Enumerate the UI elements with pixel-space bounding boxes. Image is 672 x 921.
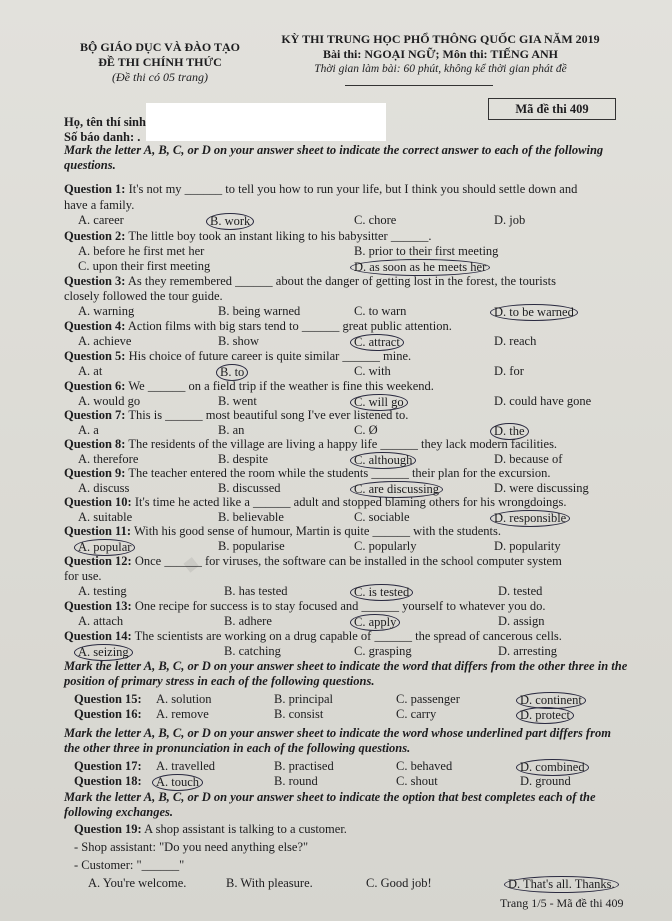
q11-option-c[interactable]: C. popularly (354, 539, 417, 553)
q6-option-a[interactable]: A. would go (78, 394, 141, 408)
q2-option-a[interactable]: A. before he first met her (78, 244, 205, 258)
q2-option-c[interactable]: C. upon their first meeting (78, 259, 211, 273)
redaction-box (146, 103, 386, 141)
q18-option-d[interactable]: D. ground (520, 774, 571, 788)
q4-option-b[interactable]: B. show (218, 334, 259, 348)
q3-option-d[interactable]: D. to be warned (490, 304, 578, 321)
page-footer: Trang 1/5 - Mã đề thi 409 (500, 896, 624, 910)
q14-option-a[interactable]: A. seizing (74, 644, 133, 661)
question-12: Question 12: Once ______ for viruses, the software can be installed in the school computer system (64, 554, 562, 568)
question-5: Question 5: His choice of future career is quite similar ______ mine. (64, 349, 412, 363)
q18-option-b[interactable]: B. round (274, 774, 318, 788)
q10-option-d[interactable]: D. responsible (490, 510, 570, 527)
q11-option-d[interactable]: D. popularity (494, 539, 561, 553)
q10-option-c[interactable]: C. sociable (354, 510, 410, 524)
q8-option-b[interactable]: B. despite (218, 452, 268, 466)
question-19: Question 19: A shop assistant is talking to a customer. (74, 822, 347, 836)
q13-option-c[interactable]: C. apply (350, 614, 400, 631)
q15-option-c[interactable]: C. passenger (396, 692, 460, 706)
question-6: Question 6: We ______ on a field trip if the weather is fine this weekend. (64, 379, 434, 393)
question-2: Question 2: The little boy took an instant liking to his babysitter ______. (64, 229, 432, 243)
exam-subject: Bài thi: NGOẠI NGỮ; Môn thi: TIẾNG ANH (322, 47, 559, 61)
q19-option-d[interactable]: D. That's all. Thanks. (504, 876, 619, 893)
q3-option-a[interactable]: A. warning (78, 304, 135, 318)
q12-option-b[interactable]: B. has tested (224, 584, 288, 598)
instruction-2: Mark the letter A, B, C, or D on your answer sheet to indicate the word that differs from the other three in the position of primary stress in each of the following questions. (64, 659, 628, 688)
question-1-cont: have a family. (64, 198, 135, 212)
q18-option-c[interactable]: C. shout (396, 774, 438, 788)
question-13: Question 13: One recipe for success is to stay focused and ______ yourself to whatever you do. (64, 599, 546, 613)
q6-option-d[interactable]: D. could have gone (494, 394, 592, 408)
q2-option-b[interactable]: B. prior to their first meeting (354, 244, 499, 258)
q3-option-b[interactable]: B. being warned (218, 304, 301, 318)
q19-option-a[interactable]: A. You're welcome. (88, 876, 187, 890)
q11-option-a[interactable]: A. popular (74, 539, 135, 556)
question-11: Question 11: With his good sense of humour, Martin is quite ______ with the students. (64, 524, 501, 538)
watermark: · (156, 522, 229, 605)
exam-title: KỲ THI TRUNG HỌC PHỔ THÔNG QUỐC GIA NĂM 2019 (281, 32, 600, 46)
exam-time: Thời gian làm bài: 60 phút, không kể thời gian phát đề (314, 63, 567, 75)
q10-option-b[interactable]: B. believable (218, 510, 284, 524)
exchange-line-2: - Customer: "______" (74, 858, 185, 872)
candidate-id-label: Số báo danh: . (64, 130, 141, 144)
candidate-name-label: Họ, tên thí sinh (64, 115, 146, 129)
q6-option-c[interactable]: C. will go (350, 394, 408, 411)
q5-option-a[interactable]: A. at (78, 364, 103, 378)
q15-option-d[interactable]: D. continent (516, 692, 586, 709)
q14-option-b[interactable]: B. catching (224, 644, 281, 658)
q6-option-b[interactable]: B. went (218, 394, 257, 408)
q18-option-a[interactable]: A. touch (152, 774, 203, 791)
q17-option-c[interactable]: C. behaved (396, 759, 453, 773)
q17-option-b[interactable]: B. practised (274, 759, 334, 773)
question-4: Question 4: Action films with big stars tend to ______ great public attention. (64, 319, 452, 333)
q8-option-c[interactable]: C. although (350, 452, 416, 469)
q1-option-a[interactable]: A. career (78, 213, 124, 227)
question-1: Question 1: It's not my ______ to tell you how to run your life, but I think you should settle down and (64, 182, 578, 196)
exam-paper: BỘ GIÁO DỤC VÀ ĐÀO TẠO ĐỀ THI CHÍNH THỨC (Đề thi có 05 trang) KỲ THI TRUNG HỌC PHỔ THÔNG QUỐC GIA NĂM 2019 Bài thi: NGOẠI NGỮ; Môn thi: TIẾNG ANH Thời gian làm bài: 60 phút, không kể thời gian phát đề Mã đề thi 409 Họ, tên thí sinh Số báo danh: . · Mark the letter A, B, C, or D on your answer sheet to indicate the correct answer to each of the following questions. Question 1: It's not my ______ to tell you how to run your life, but I think you should settle down and have a family. A. career B. work C. chore D. job Question 2: The little boy took an instant liking to his babysitter ______. A. before he first met her B. prior to their first meeting C. upon their first meeting D. as soon as he meets her Question 3: As they remembered ______ about the danger of getting lost in the forest, the tourists closely followed the tour guide. A. warning B. being warned C. to warn D. to be warned Question 4: Action films with big stars tend to ______ great public attention. A. achieve B. show C. attract D. reach Question 5: His choice of future career is quite similar ______ mine. A. at B. to C. with D. for Question 6: We ______ on a field trip if the weather is fine this weekend. A. would go B. went C. will go D. could have gone Question 7: This is ______ most beautiful song I've ever listened to. A. a B. an C. Ø D. the Question 8: The residents of the village are living a happy life ______ they lack modern facilities. A. therefore B. despite C. although D. because of Question 9: The teacher entered the room while the students ______ their plan for the excursion. A. discuss B. discussed C. are discussing D. were discussing Question 10: It's time he acted like a ______ adult and stopped blaming others for his wrongdoings. A. suitable B. believable C. sociable D. responsible Question 11: With his good sense of humour, Martin is quite ______ with the students. A. popular B. popularise C. popularly D. popularity Question 12: Once ______ for viruses, the software can be installed in the school computer system for use. A. testing B. has tested C. is tested D. tested Question 13: One recipe for success is to stay focused and ______ yourself to whatever you do. A. attach B. adhere C. apply D. assign Question 14: The scientists are working on a drug capable of ______ the spread of cancerous cells. A. seizing B. catching C. grasping D. arresting Mark the letter A, B, C, or D on your answer sheet to indicate the word that differs from the other three in the position of primary stress in each of the following questions. Question 15: A. solution B. principal C. passenger D. continent Question 16: A. remove B. consist C. carry D. protect Mark the letter A, B, C, or D on your answer sheet to indicate the word whose underlined part differs from the other three in pronunciation in each of the following questions. Question 17: A. travelled B. practised C. behaved D. combined Question 18: A. touch B. round C. shout D. ground Mark the letter A, B, C, or D on your answer sheet to indicate the option that best completes each of the following exchanges. Question 19: A shop assistant is talking to a customer. - Shop assistant: "Do you need anything else?" - Customer: "______" A. You're welcome. B. With pleasure. C. Good job! D. That's all. Thanks. Trang 1/5 - Mã đề thi 409 (0, 0, 672, 921)
q5-option-b[interactable]: B. to (216, 364, 248, 381)
header-left (60, 40, 260, 85)
q9-option-c[interactable]: C. are discussing (350, 481, 443, 498)
question-8: Question 8: The residents of the village are living a happy life ______ they lack modern facilities. (64, 437, 558, 451)
q9-option-a[interactable]: A. discuss (78, 481, 130, 495)
instruction-3: Mark the letter A, B, C, or D on your answer sheet to indicate the word whose underlined part differs from the other three in pronunciation in each of the following questions. (64, 726, 611, 755)
q12-option-c[interactable]: C. is tested (350, 584, 413, 601)
exam-code-box: Mã đề thi 409 (488, 98, 616, 120)
question-9: Question 9: The teacher entered the room while the students ______ their plan for the excursion. (64, 466, 551, 480)
header-right (268, 32, 613, 77)
q4-option-c[interactable]: C. attract (350, 334, 404, 351)
q16-option-c[interactable]: C. carry (396, 707, 437, 721)
q1-option-b[interactable]: B. work (206, 213, 254, 230)
question-3-cont: closely followed the tour guide. (64, 289, 223, 303)
q4-option-d[interactable]: D. reach (494, 334, 537, 348)
q16-option-d[interactable]: D. protect (516, 707, 574, 724)
q7-option-b[interactable]: B. an (218, 423, 245, 437)
question-14: Question 14: The scientists are working on a drug capable of ______ the spread of cancerous cells. (64, 629, 562, 643)
q9-option-d[interactable]: D. were discussing (494, 481, 589, 495)
q12-option-a[interactable]: A. testing (78, 584, 127, 598)
q10-option-a[interactable]: A. suitable (78, 510, 133, 524)
q12-option-d[interactable]: D. tested (498, 584, 543, 598)
q19-option-c[interactable]: C. Good job! (366, 876, 432, 890)
q15-option-b[interactable]: B. principal (274, 692, 334, 706)
q15-option-a[interactable]: A. solution (156, 692, 212, 706)
q7-option-d[interactable]: D. the (490, 423, 529, 440)
instruction-1: Mark the letter A, B, C, or D on your answer sheet to indicate the correct answer to each of the following questions. (64, 143, 604, 172)
q9-option-b[interactable]: B. discussed (218, 481, 281, 495)
q5-option-d[interactable]: D. for (494, 364, 524, 378)
q4-option-a[interactable]: A. achieve (78, 334, 132, 348)
q16-option-a[interactable]: A. remove (156, 707, 209, 721)
q19-option-b[interactable]: B. With pleasure. (226, 876, 313, 890)
exchange-line-1: - Shop assistant: "Do you need anything else?" (74, 840, 309, 854)
q17-option-a[interactable]: A. travelled (156, 759, 216, 773)
q2-option-d[interactable]: D. as soon as he meets her (350, 259, 490, 276)
q17-option-d[interactable]: D. combined (516, 759, 589, 776)
q8-option-d[interactable]: D. because of (494, 452, 563, 466)
q8-option-a[interactable]: A. therefore (78, 452, 139, 466)
q1-option-c[interactable]: C. chore (354, 213, 397, 227)
q11-option-b[interactable]: B. popularise (218, 539, 285, 553)
q1-option-d[interactable]: D. job (494, 213, 526, 227)
q7-option-a[interactable]: A. a (78, 423, 99, 437)
q14-option-c[interactable]: C. grasping (354, 644, 412, 658)
page-count: (Đề thi có 05 trang) (112, 70, 208, 84)
instruction-4: Mark the letter A, B, C, or D on your answer sheet to indicate the option that best completes each of the following exchanges. (64, 790, 596, 819)
header-rule (345, 85, 493, 86)
q13-option-b[interactable]: B. adhere (224, 614, 272, 628)
question-7: Question 7: This is ______ most beautiful song I've ever listened to. (64, 408, 409, 422)
q7-option-c[interactable]: C. Ø (354, 423, 378, 437)
q13-option-a[interactable]: A. attach (78, 614, 124, 628)
q3-option-c[interactable]: C. to warn (354, 304, 407, 318)
question-12-cont: for use. (64, 569, 102, 583)
question-10: Question 10: It's time he acted like a ______ adult and stopped blaming others for his wrongdoings. (64, 495, 567, 509)
official-label: ĐỀ THI CHÍNH THỨC (98, 55, 222, 69)
q5-option-c[interactable]: C. with (354, 364, 391, 378)
q14-option-d[interactable]: D. arresting (498, 644, 558, 658)
question-3: Question 3: As they remembered ______ about the danger of getting lost in the forest, the tourists (64, 274, 556, 288)
ministry-name: BỘ GIÁO DỤC VÀ ĐÀO TẠO (80, 40, 240, 54)
q13-option-d[interactable]: D. assign (498, 614, 545, 628)
q16-option-b[interactable]: B. consist (274, 707, 324, 721)
